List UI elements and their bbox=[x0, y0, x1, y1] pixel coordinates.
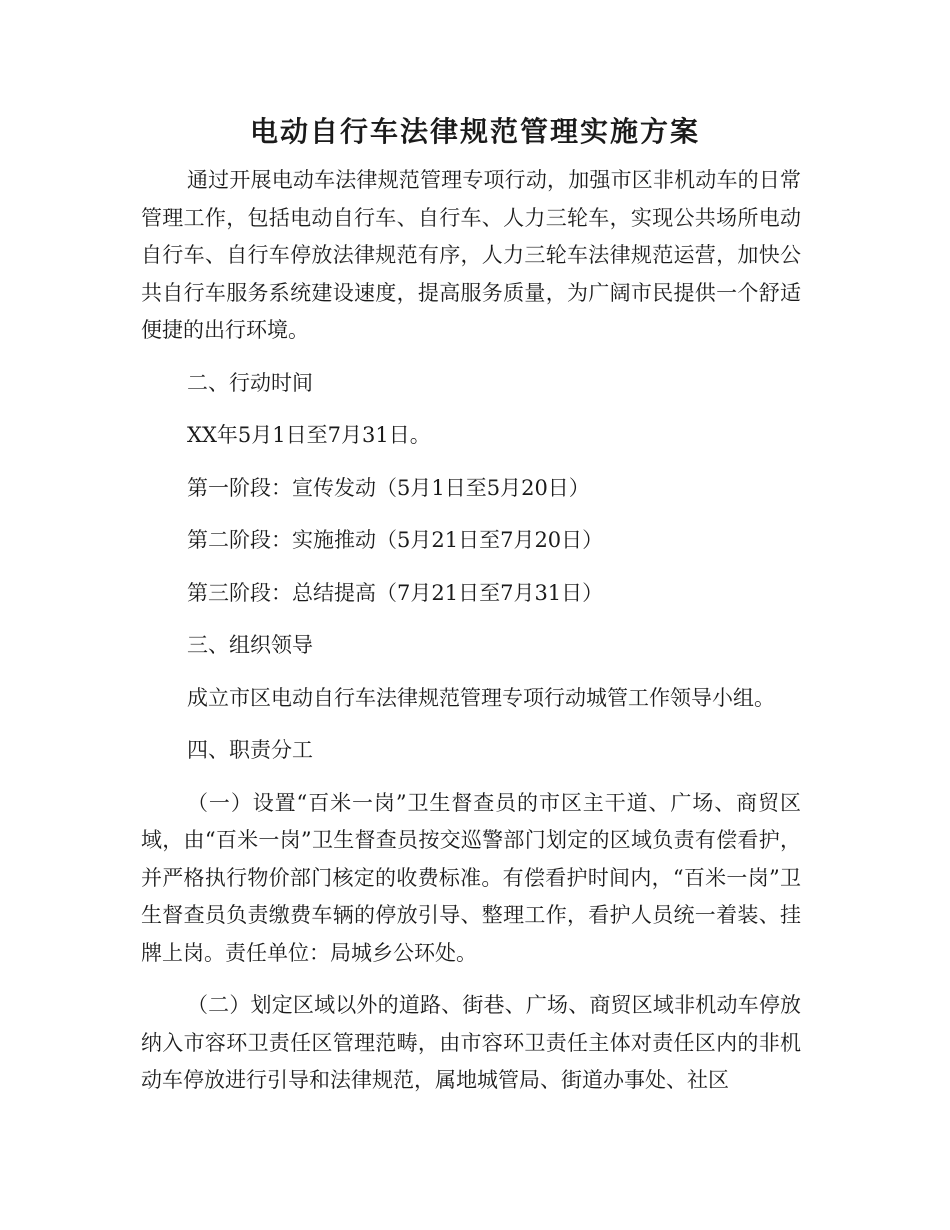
section-heading-responsibilities: 四、职责分工 bbox=[187, 738, 313, 762]
action-date-range: XX年5月1日至7月31日。 bbox=[187, 423, 431, 447]
phase-three: 第三阶段：总结提高（7月21日至7月31日） bbox=[187, 580, 604, 605]
phase-two: 第二阶段：实施推动（5月21日至7月20日） bbox=[187, 528, 604, 552]
organization-paragraph: 成立市区电动自行车法律规范管理专项行动城管工作领导小组。 bbox=[187, 685, 775, 710]
phase-one: 第一阶段：宣传发动（5月1日至5月20日） bbox=[187, 475, 590, 500]
section-heading-action-time: 二、行动时间 bbox=[187, 370, 313, 395]
intro-paragraph: 通过开展电动车法律规范管理专项行动，加强市区非机动车的日常管理工作，包括电动自行车、自行车、人力三轮车，实现公共场所电动自行车、自行车停放法律规范有序，人力三轮车法律规范运营，加快公共自行车服务系统建设速度，提高服务质量，为广阔市民提供一个舒适便捷的出行环境。 bbox=[141, 168, 801, 342]
responsibility-item-2: （二）划定区域以外的道路、街巷、广场、商贸区域非机动车停放纳入市容环卫责任区管理范畴，由市容环卫责任主体对责任区内的非机动车停放进行引导和法律规范，属地城管局、街道办事处、社区 bbox=[141, 993, 801, 1092]
responsibility-item-1: （一）设置“百米一岗”卫生督查员的市区主干道、广场、商贸区域，由“百米一岗”卫生督查员按交巡警部门划定的区域负责有偿看护，并严格执行物价部门核定的收费标准。有偿看护时间内，“百米一岗”卫生督查员负责缴费车辆的停放引导、整理工作，看护人员统一着装、挂牌上岗。责任单位：局城乡公环处。 bbox=[141, 790, 801, 965]
document-body bbox=[141, 162, 801, 1100]
document-title: 电动自行车法律规范管理实施方案 bbox=[249, 115, 700, 148]
section-heading-organization: 三、组织领导 bbox=[187, 633, 313, 657]
